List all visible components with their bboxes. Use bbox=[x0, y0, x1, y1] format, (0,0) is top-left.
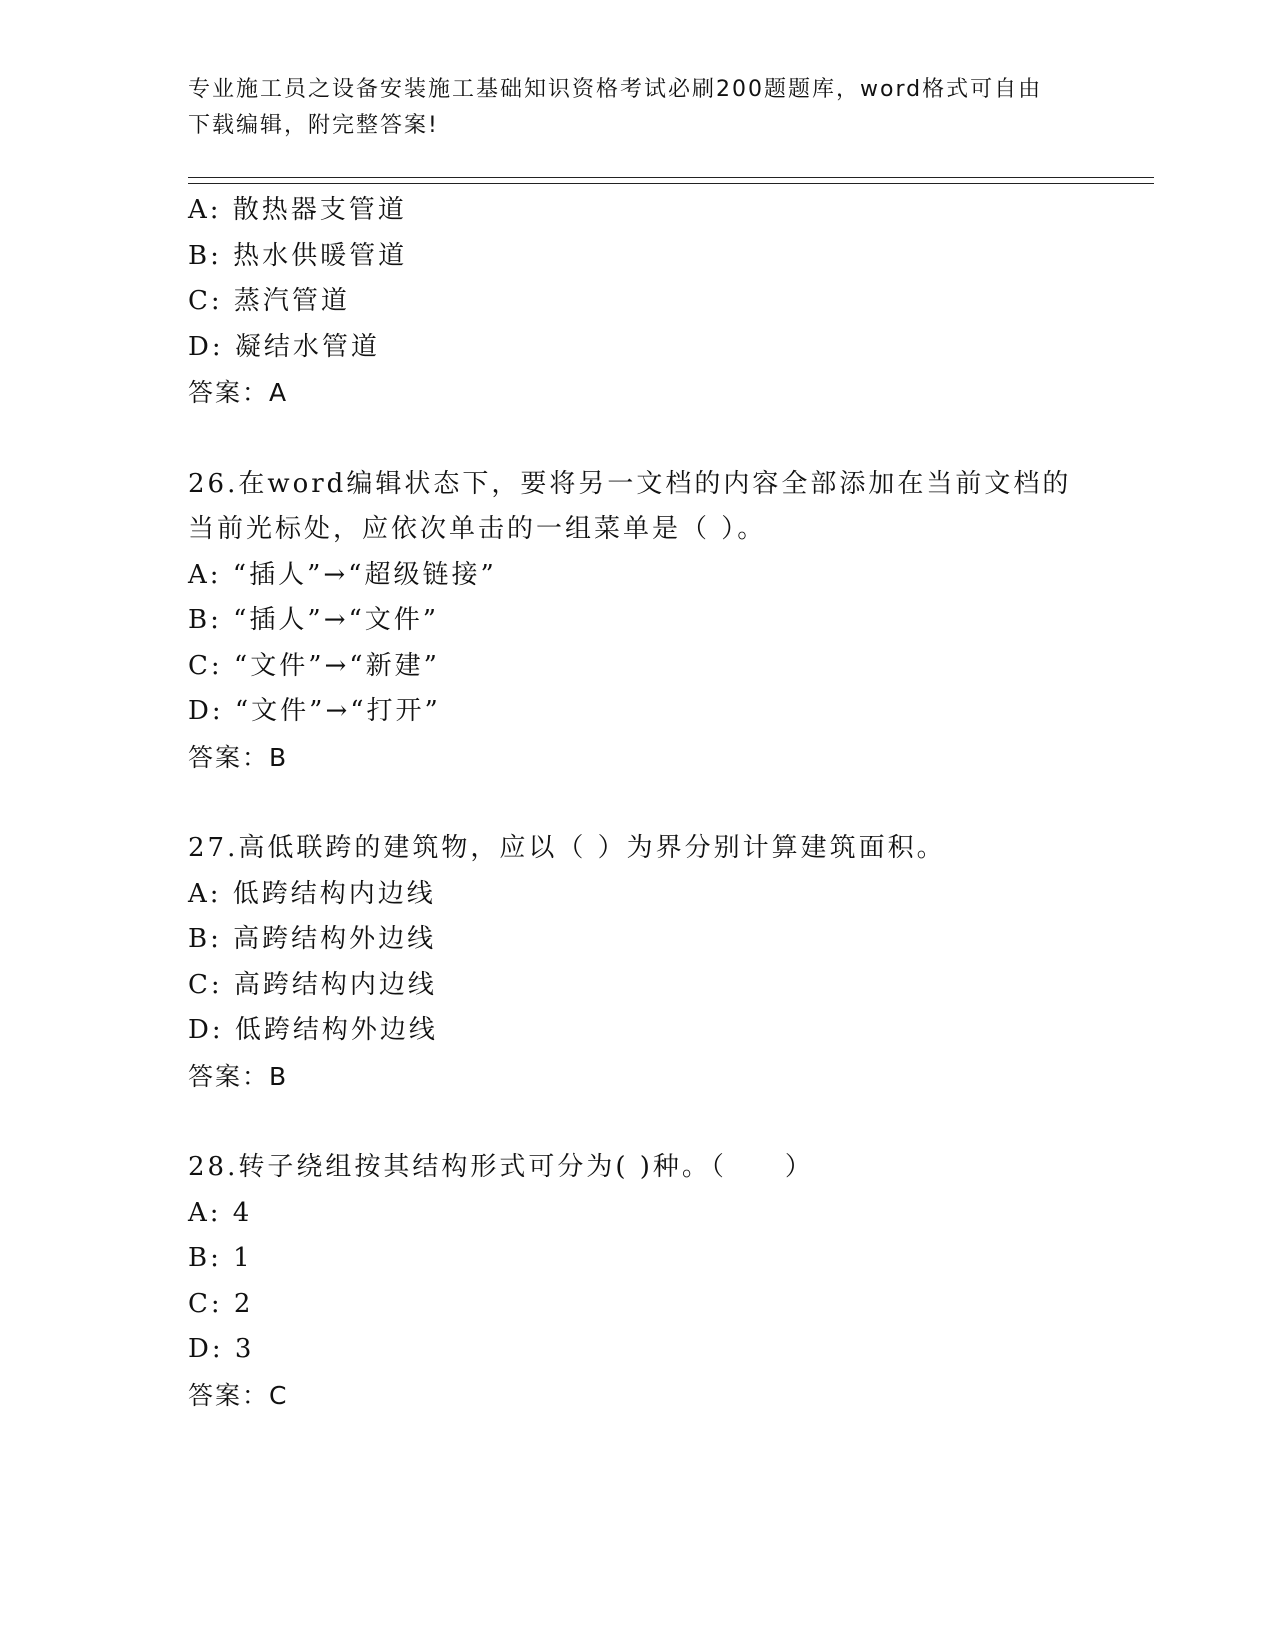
q25-option-b: B: 热水供暖管道 bbox=[188, 240, 408, 271]
q26-option-c: C: “文件”→“新建” bbox=[188, 650, 440, 681]
q28-option-b: B: 1 bbox=[188, 1243, 253, 1273]
q27-option-b: B: 高跨结构外边线 bbox=[188, 924, 437, 954]
q27-option-d: D: 低跨结构外边线 bbox=[188, 1015, 438, 1045]
spacer bbox=[188, 416, 1108, 462]
spacer bbox=[188, 780, 1108, 826]
q26-answer: 答案：B bbox=[188, 742, 289, 772]
q28-stem: 28.转子绕组按其结构形式可分为( )种。（ ） bbox=[188, 1152, 814, 1182]
header-divider-bottom bbox=[188, 183, 1154, 184]
q26-option-d: D: “文件”→“打开” bbox=[188, 696, 441, 726]
q28-answer: 答案：C bbox=[188, 1380, 289, 1410]
document-body bbox=[188, 188, 1108, 1418]
question-27-block bbox=[188, 826, 1108, 1099]
q25-answer: 答案：A bbox=[188, 378, 289, 407]
q27-answer: 答案：B bbox=[188, 1061, 289, 1091]
q28-option-d: D: 3 bbox=[188, 1334, 255, 1364]
q26-option-a: A: “插人”→“超级链接” bbox=[188, 559, 497, 590]
header-title-line-1: 专业施工员之设备安装施工基础知识资格考试必刷200题题库，word格式可自由 bbox=[188, 77, 1043, 102]
q28-option-a: A: 4 bbox=[188, 1197, 253, 1228]
q26-stem-line-2: 当前光标处，应依次单击的一组菜单是（ ）。 bbox=[188, 514, 767, 544]
q25-option-a: A: 散热器支管道 bbox=[188, 195, 407, 225]
spacer bbox=[188, 1099, 1108, 1145]
header-title-line-2: 下载编辑，附完整答案! bbox=[188, 113, 439, 138]
question-28-block bbox=[188, 1145, 1108, 1418]
q27-option-a: A: 低跨结构内边线 bbox=[188, 878, 436, 909]
header-divider-top bbox=[188, 177, 1154, 178]
q27-stem: 27.高低联跨的建筑物，应以（ ）为界分别计算建筑面积。 bbox=[188, 833, 946, 863]
q27-option-c: C: 高跨结构内边线 bbox=[188, 969, 437, 1000]
q26-option-b: B: “插人”→“文件” bbox=[188, 605, 440, 635]
q25-option-c: C: 蒸汽管道 bbox=[188, 286, 350, 316]
q25-option-d: D: 凝结水管道 bbox=[188, 331, 380, 362]
question-26-block bbox=[188, 462, 1108, 781]
document-header bbox=[188, 72, 1068, 144]
question-25-block bbox=[188, 188, 1108, 416]
q26-stem-line-1: 26.在word编辑状态下，要将另一文档的内容全部添加在当前文档的 bbox=[188, 468, 1072, 499]
q28-option-c: C: 2 bbox=[188, 1288, 254, 1319]
